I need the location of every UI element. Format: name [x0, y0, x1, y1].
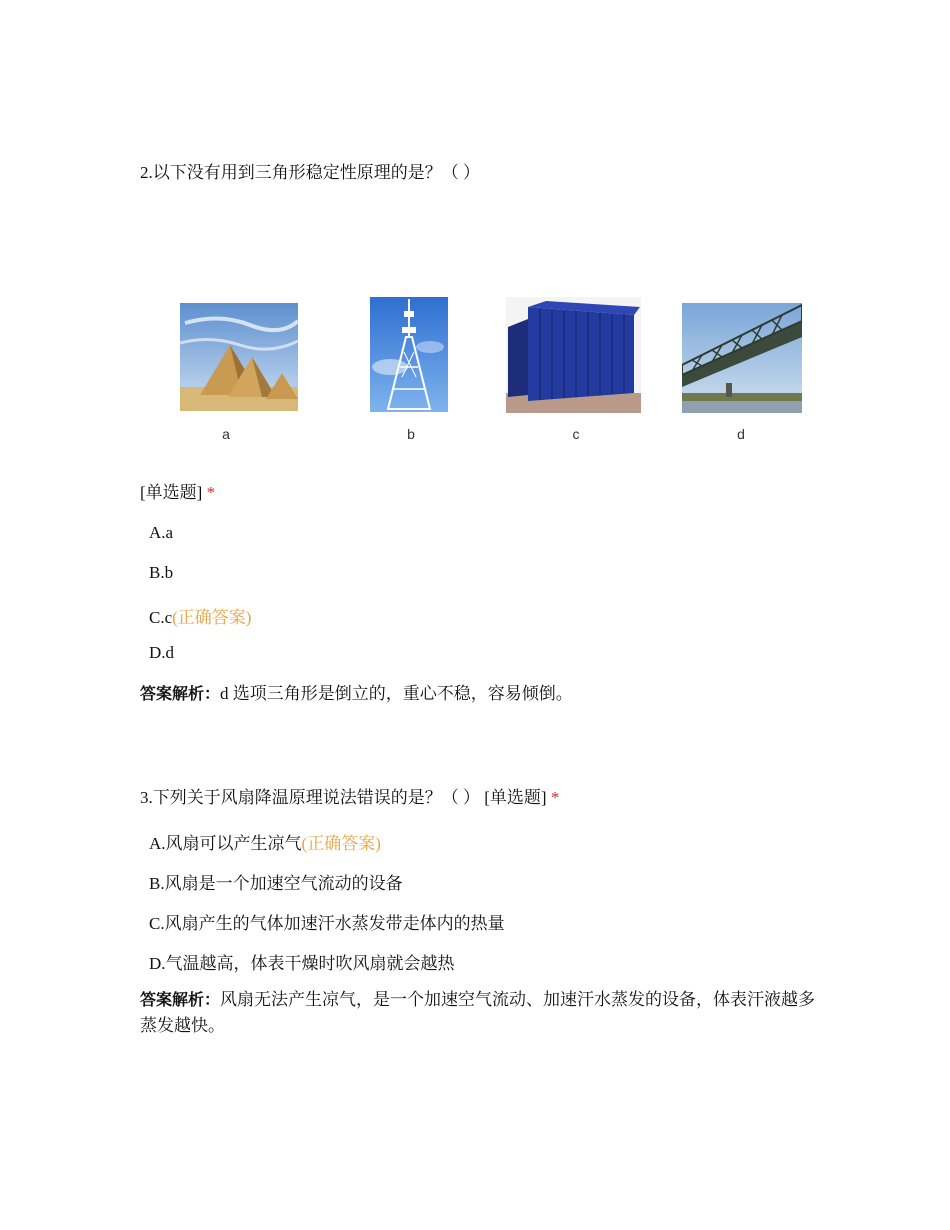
required-mark: * [550, 788, 560, 807]
image-caption-c: c [572, 426, 580, 442]
question-3-header [140, 783, 559, 808]
analysis-text: d 选项三角形是倒立的，重心不稳，容易倾倒。 [220, 684, 573, 703]
option-label: D.气温越高，体表干燥时吹风扇就会越热 [149, 954, 455, 973]
image-caption-b: b [407, 426, 415, 442]
option-b[interactable] [149, 869, 403, 894]
option-a[interactable] [149, 829, 381, 854]
analysis-label: 答案解析： [140, 990, 221, 1009]
analysis-label: 答案解析： [140, 684, 221, 703]
required-mark: * [206, 483, 216, 502]
question-3-title: 3.下列关于风扇降温原理说法错误的是？（ ） [140, 788, 480, 807]
option-label: A.风扇可以产生凉气 [149, 834, 302, 853]
option-label: D.d [149, 643, 175, 662]
option-label: B.b [149, 563, 174, 582]
question-2-title: 2.以下没有用到三角形稳定性原理的是？（ ） [140, 163, 480, 182]
correct-answer-note: (正确答案) [172, 608, 252, 627]
container-image [506, 297, 641, 413]
option-c[interactable] [149, 603, 251, 628]
option-label: B.风扇是一个加速空气流动的设备 [149, 874, 403, 893]
question-3-analysis [140, 987, 820, 1039]
bridge-image [682, 303, 802, 413]
pyramids-image [180, 303, 298, 411]
correct-answer-note: (正确答案) [301, 834, 381, 853]
option-c[interactable] [149, 909, 505, 934]
question-type-label: [单选题] [140, 483, 203, 502]
option-label: C.c [149, 608, 173, 627]
question-type-label: [单选题] [484, 788, 547, 807]
option-label: A.a [149, 523, 174, 542]
option-d[interactable] [149, 643, 174, 663]
analysis-text: 风扇无法产生凉气，是一个加速空气流动、加速汗水蒸发的设备，体表汗液越多蒸发越快。 [140, 990, 816, 1035]
image-caption-d: d [737, 426, 745, 442]
option-label: C.风扇产生的气体加速汗水蒸发带走体内的热量 [149, 914, 505, 933]
question-2-type [140, 478, 215, 503]
option-d[interactable] [149, 949, 455, 974]
tower-image [370, 297, 448, 412]
image-caption-a: a [222, 426, 230, 442]
option-b[interactable] [149, 563, 173, 583]
question-2-analysis [140, 681, 820, 707]
option-a[interactable] [149, 523, 173, 543]
